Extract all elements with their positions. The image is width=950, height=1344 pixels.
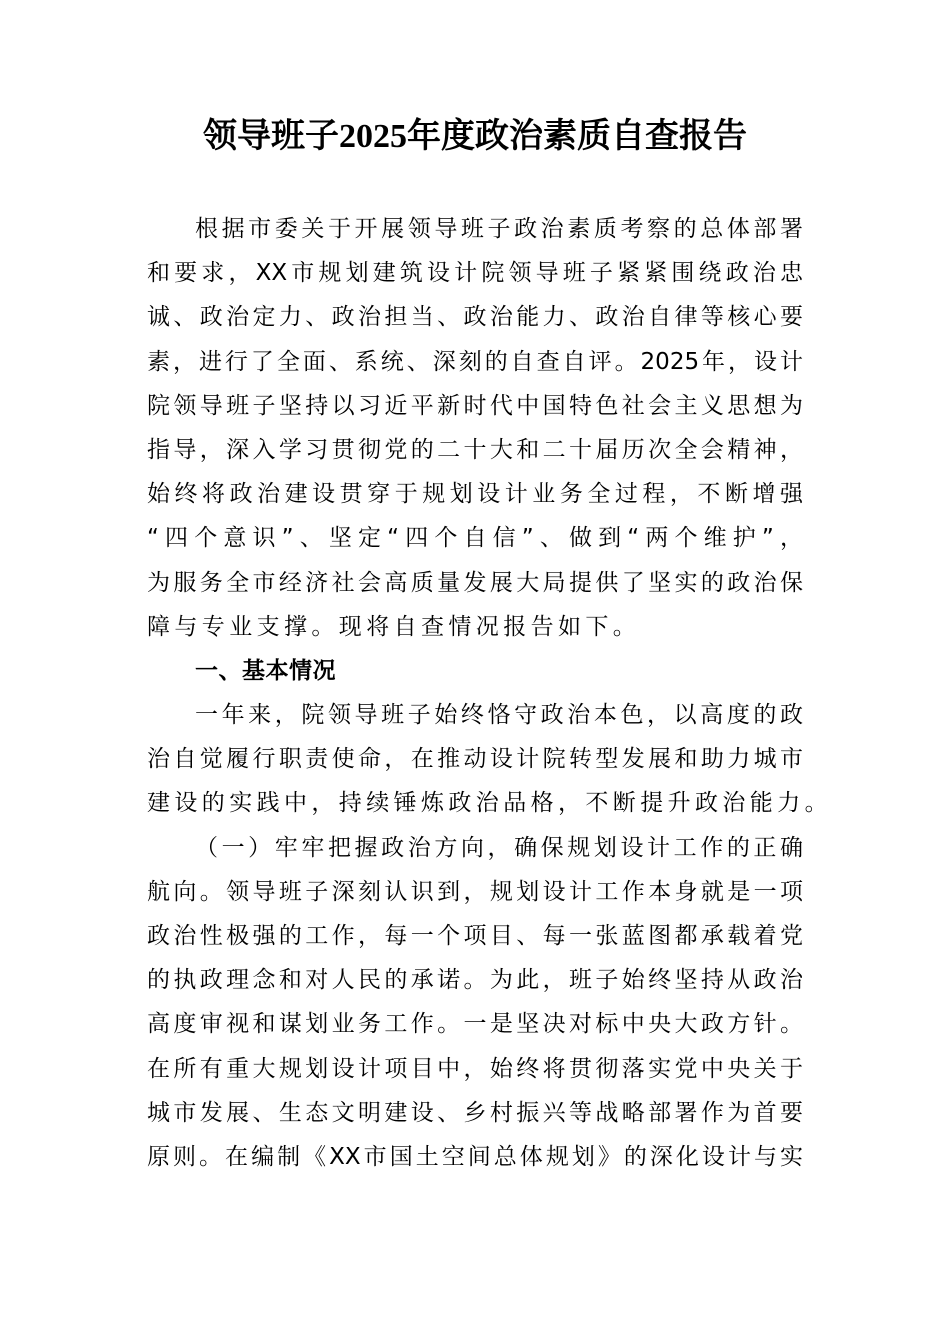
subsection-heading-line: （一）牢牢把握政治方向，确保规划设计工作的正确 <box>195 834 803 861</box>
paragraph-line: 诚、政治定力、政治担当、政治能力、政治自律等核心要 <box>147 304 803 331</box>
paragraph-line: 始终将政治建设贯穿于规划设计业务全过程，不断增强 <box>147 481 803 508</box>
paragraph-line: 在所有重大规划设计项目中，始终将贯彻落实党中央关于 <box>147 1055 803 1082</box>
paragraph-line: 障与专业支撑。现将自查情况报告如下。 <box>147 613 641 640</box>
paragraph-line: 素，进行了全面、系统、深刻的自查自评。2025年，设计 <box>147 348 803 375</box>
section-heading: 一、基本情况 <box>195 657 336 684</box>
paragraph-line: 和要求，XX市规划建筑设计院领导班子紧紧围绕政治忠 <box>147 260 803 287</box>
paragraph-line: 院领导班子坚持以习近平新时代中国特色社会主义思想为 <box>147 392 803 419</box>
paragraph-line: 指导，深入学习贯彻党的二十大和二十届历次全会精神， <box>147 436 803 463</box>
paragraph-line: 原则。在编制《XX市国土空间总体规划》的深化设计与实 <box>147 1143 803 1170</box>
paragraph-line: 治自觉履行职责使命，在推动设计院转型发展和助力城市 <box>147 746 803 773</box>
paragraph-line: 建设的实践中，持续锤炼政治品格，不断提升政治能力。 <box>147 790 832 817</box>
paragraph-line: 政治性极强的工作，每一个项目、每一张蓝图都承载着党 <box>147 923 803 949</box>
paragraph-line: 高度审视和谋划业务工作。一是坚决对标中央大政方针。 <box>147 1011 803 1038</box>
paragraph-line: “四个意识”、坚定“四个自信”、做到“两个维护”， <box>147 525 803 552</box>
paragraph-line: 一年来，院领导班子始终恪守政治本色，以高度的政 <box>195 702 803 729</box>
paragraph-line: 城市发展、生态文明建设、乡村振兴等战略部署作为首要 <box>147 1099 803 1126</box>
paragraph-line: 根据市委关于开展领导班子政治素质考察的总体部署 <box>195 216 803 242</box>
document-body <box>147 207 832 1179</box>
document-title: 领导班子2025年度政治素质自查报告 <box>203 118 747 155</box>
paragraph-line: 的执政理念和对人民的承诺。为此，班子始终坚持从政治 <box>147 967 803 994</box>
paragraph-line: 航向。领导班子深刻认识到，规划设计工作本身就是一项 <box>147 878 803 905</box>
paragraph-line: 为服务全市经济社会高质量发展大局提供了坚实的政治保 <box>147 569 803 596</box>
